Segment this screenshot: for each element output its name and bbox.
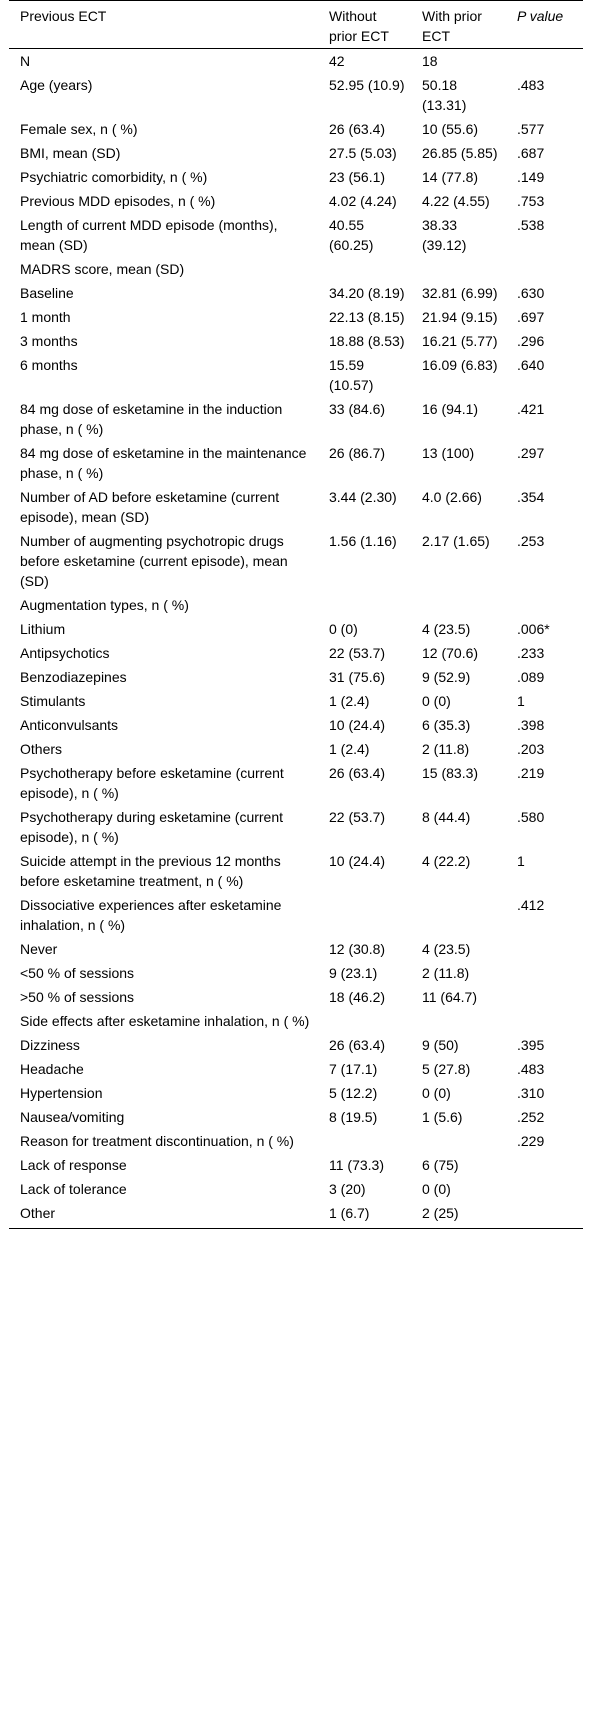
variable-cell: Lack of response xyxy=(20,1157,127,1173)
with-prior-ect-cell xyxy=(411,893,506,937)
table-row xyxy=(9,1201,583,1229)
p-value-cell: .577 xyxy=(517,121,545,137)
without-prior-ect-cell: 5 (12.2) xyxy=(329,1085,378,1101)
with-prior-ect-cell xyxy=(411,257,506,281)
p-value-cell: .687 xyxy=(517,145,545,161)
table-row xyxy=(9,761,583,805)
table-row xyxy=(9,1177,583,1201)
p-value-cell: .229 xyxy=(517,1133,545,1149)
table-row xyxy=(9,617,583,641)
with-prior-ect-cell: 6 (35.3) xyxy=(422,717,471,733)
with-prior-ect-cell: 16.21 (5.77) xyxy=(422,333,498,349)
variable-cell: 6 months xyxy=(20,357,78,373)
p-value-cell: .640 xyxy=(517,357,545,373)
p-value-cell: .630 xyxy=(517,285,545,301)
p-value-cell xyxy=(506,257,583,281)
variable-cell: Stimulants xyxy=(20,693,86,709)
with-prior-ect-cell: 21.94 (9.15) xyxy=(422,309,498,325)
with-prior-ect-cell: 0 (0) xyxy=(422,1181,451,1197)
header-variable: Previous ECT xyxy=(20,8,107,24)
with-prior-ect-cell: 2 (11.8) xyxy=(422,965,470,981)
variable-cell: Anticonvulsants xyxy=(20,717,119,733)
p-value-cell: .296 xyxy=(517,333,545,349)
with-prior-ect-cell: 0 (0) xyxy=(422,1085,451,1101)
p-value-cell: .421 xyxy=(517,401,545,417)
p-value-cell xyxy=(506,985,583,1009)
p-value-cell: .753 xyxy=(517,193,545,209)
header-row xyxy=(9,1,583,49)
without-prior-ect-cell: 22 (53.7) xyxy=(329,645,386,661)
without-prior-ect-cell: 4.02 (4.24) xyxy=(329,193,397,209)
table-row xyxy=(9,893,583,937)
without-prior-ect-cell: 23 (56.1) xyxy=(329,169,386,185)
table-row xyxy=(9,329,583,353)
without-prior-ect-cell xyxy=(318,893,411,937)
table-row xyxy=(9,737,583,761)
with-prior-ect-cell: 8 (44.4) xyxy=(422,809,471,825)
p-value-cell: .149 xyxy=(517,169,545,185)
without-prior-ect-cell: 18 (46.2) xyxy=(329,989,386,1005)
variable-cell: Age (years) xyxy=(20,77,93,93)
variable-cell: N xyxy=(20,53,31,69)
variable-cell: Side effects after esketamine inhalation, n ( %) xyxy=(20,1013,310,1029)
p-value-cell: .398 xyxy=(517,717,545,733)
with-prior-ect-cell: 32.81 (6.99) xyxy=(422,285,498,301)
p-value-cell: 1 xyxy=(517,853,525,869)
variable-cell: Headache xyxy=(20,1061,84,1077)
variable-cell: Number of augmenting psychotropic drugs before esketamine (current episode), mean (SD) xyxy=(20,533,288,589)
with-prior-ect-cell: 1 (5.6) xyxy=(422,1109,463,1125)
p-value-cell xyxy=(506,49,583,74)
p-value-cell xyxy=(506,1201,583,1229)
p-value-cell: .412 xyxy=(517,897,545,913)
without-prior-ect-cell: 10 (24.4) xyxy=(329,853,386,869)
with-prior-ect-cell: 2.17 (1.65) xyxy=(422,533,490,549)
p-value-cell: .089 xyxy=(517,669,545,685)
with-prior-ect-cell: 0 (0) xyxy=(422,693,451,709)
variable-cell: Hypertension xyxy=(20,1085,103,1101)
variable-cell: Others xyxy=(20,741,63,757)
table-row xyxy=(9,397,583,441)
variable-cell: Length of current MDD episode (months), mean (SD) xyxy=(20,217,278,253)
with-prior-ect-cell: 10 (55.6) xyxy=(422,121,479,137)
table-row xyxy=(9,1057,583,1081)
table-row xyxy=(9,1153,583,1177)
without-prior-ect-cell: 3 (20) xyxy=(329,1181,366,1197)
variable-cell: 84 mg dose of esketamine in the maintenance phase, n ( %) xyxy=(20,445,307,481)
with-prior-ect-cell: 4 (22.2) xyxy=(422,853,471,869)
variable-cell: 3 months xyxy=(20,333,78,349)
table-row xyxy=(9,49,583,74)
without-prior-ect-cell xyxy=(318,257,411,281)
without-prior-ect-cell: 33 (84.6) xyxy=(329,401,386,417)
table-row xyxy=(9,305,583,329)
with-prior-ect-cell: 4 (23.5) xyxy=(422,621,471,637)
variable-cell: <50 % of sessions xyxy=(20,965,135,981)
table-row xyxy=(9,257,583,281)
variable-cell: BMI, mean (SD) xyxy=(20,145,121,161)
without-prior-ect-cell: 34.20 (8.19) xyxy=(329,285,405,301)
table-row xyxy=(9,141,583,165)
with-prior-ect-cell: 13 (100) xyxy=(422,445,475,461)
table-header xyxy=(9,1,583,49)
table-row xyxy=(9,641,583,665)
p-value-cell xyxy=(506,593,583,617)
without-prior-ect-cell: 1 (2.4) xyxy=(329,693,370,709)
without-prior-ect-cell: 11 (73.3) xyxy=(329,1157,384,1173)
table-row xyxy=(9,189,583,213)
with-prior-ect-cell xyxy=(411,1129,506,1153)
without-prior-ect-cell xyxy=(318,1129,411,1153)
variable-cell: 84 mg dose of esketamine in the induction phase, n ( %) xyxy=(20,401,283,437)
without-prior-ect-cell: 18.88 (8.53) xyxy=(329,333,405,349)
variable-cell: Baseline xyxy=(20,285,74,301)
with-prior-ect-cell: 38.33 (39.12) xyxy=(422,217,467,253)
header-without-prior-ect: Without prior ECT xyxy=(329,8,389,44)
table-row xyxy=(9,689,583,713)
without-prior-ect-cell: 22 (53.7) xyxy=(329,809,386,825)
with-prior-ect-cell: 2 (25) xyxy=(422,1205,459,1221)
table-row xyxy=(9,281,583,305)
with-prior-ect-cell: 26.85 (5.85) xyxy=(422,145,498,161)
p-value-cell xyxy=(506,961,583,985)
without-prior-ect-cell: 0 (0) xyxy=(329,621,358,637)
p-value-cell xyxy=(506,1153,583,1177)
table-row xyxy=(9,485,583,529)
with-prior-ect-cell: 16 (94.1) xyxy=(422,401,479,417)
p-value-cell: .354 xyxy=(517,489,545,505)
variable-cell: Reason for treatment discontinuation, n ( %) xyxy=(20,1133,294,1149)
with-prior-ect-cell: 15 (83.3) xyxy=(422,765,479,781)
variable-cell: Dissociative experiences after esketamine inhalation, n ( %) xyxy=(20,897,282,933)
p-value-cell: .310 xyxy=(517,1085,545,1101)
variable-cell: Other xyxy=(20,1205,56,1221)
without-prior-ect-cell: 26 (63.4) xyxy=(329,765,386,781)
without-prior-ect-cell: 26 (63.4) xyxy=(329,1037,386,1053)
with-prior-ect-cell: 16.09 (6.83) xyxy=(422,357,498,373)
without-prior-ect-cell: 7 (17.1) xyxy=(329,1061,378,1077)
without-prior-ect-cell: 26 (63.4) xyxy=(329,121,386,137)
with-prior-ect-cell: 9 (50) xyxy=(422,1037,459,1053)
variable-cell: Lithium xyxy=(20,621,66,637)
p-value-cell: .006* xyxy=(517,621,550,637)
without-prior-ect-cell: 3.44 (2.30) xyxy=(329,489,397,505)
table-row xyxy=(9,1033,583,1057)
without-prior-ect-cell xyxy=(318,593,411,617)
header-with-prior-ect: With prior ECT xyxy=(422,8,482,44)
p-value-cell: .297 xyxy=(517,445,545,461)
without-prior-ect-cell: 12 (30.8) xyxy=(329,941,386,957)
table-row xyxy=(9,117,583,141)
p-value-cell: .483 xyxy=(517,77,545,93)
with-prior-ect-cell: 5 (27.8) xyxy=(422,1061,471,1077)
without-prior-ect-cell: 15.59 (10.57) xyxy=(329,357,374,393)
with-prior-ect-cell: 4.22 (4.55) xyxy=(422,193,490,209)
with-prior-ect-cell: 14 (77.8) xyxy=(422,169,479,185)
variable-cell: Number of AD before esketamine (current episode), mean (SD) xyxy=(20,489,280,525)
variable-cell: Benzodiazepines xyxy=(20,669,127,685)
table-row xyxy=(9,353,583,397)
without-prior-ect-cell: 40.55 (60.25) xyxy=(329,217,374,253)
without-prior-ect-cell: 26 (86.7) xyxy=(329,445,386,461)
p-value-cell: .580 xyxy=(517,809,545,825)
p-value-cell: .252 xyxy=(517,1109,545,1125)
variable-cell: Previous MDD episodes, n ( %) xyxy=(20,193,216,209)
p-value-cell: .395 xyxy=(517,1037,545,1053)
variable-cell: Lack of tolerance xyxy=(20,1181,127,1197)
with-prior-ect-cell: 9 (52.9) xyxy=(422,669,471,685)
with-prior-ect-cell: 12 (70.6) xyxy=(422,645,479,661)
table-row xyxy=(9,805,583,849)
table-row xyxy=(9,1081,583,1105)
table-row xyxy=(9,985,583,1009)
p-value-cell xyxy=(506,937,583,961)
table-row xyxy=(9,713,583,737)
with-prior-ect-cell: 18 xyxy=(422,53,438,69)
variable-cell: Nausea/vomiting xyxy=(20,1109,125,1125)
with-prior-ect-cell: 50.18 (13.31) xyxy=(422,77,467,113)
without-prior-ect-cell: 9 (23.1) xyxy=(329,965,378,981)
without-prior-ect-cell xyxy=(318,1009,411,1033)
p-value-cell: .253 xyxy=(517,533,545,549)
p-value-cell xyxy=(506,1177,583,1201)
with-prior-ect-cell: 11 (64.7) xyxy=(422,989,477,1005)
table-row xyxy=(9,441,583,485)
variable-cell: 1 month xyxy=(20,309,71,325)
table-row xyxy=(9,593,583,617)
with-prior-ect-cell: 4.0 (2.66) xyxy=(422,489,482,505)
with-prior-ect-cell: 2 (11.8) xyxy=(422,741,470,757)
variable-cell: Psychotherapy before esketamine (current episode), n ( %) xyxy=(20,765,284,801)
p-value-cell: .538 xyxy=(517,217,545,233)
p-value-cell: .203 xyxy=(517,741,545,757)
without-prior-ect-cell: 22.13 (8.15) xyxy=(329,309,405,325)
p-value-cell: 1 xyxy=(517,693,525,709)
table-row xyxy=(9,849,583,893)
variable-cell: Psychotherapy during esketamine (current episode), n ( %) xyxy=(20,809,284,845)
p-value-cell: .483 xyxy=(517,1061,545,1077)
variable-cell: Psychiatric comorbidity, n ( %) xyxy=(20,169,208,185)
variable-cell: Antipsychotics xyxy=(20,645,110,661)
without-prior-ect-cell: 8 (19.5) xyxy=(329,1109,378,1125)
variable-cell: Never xyxy=(20,941,58,957)
with-prior-ect-cell xyxy=(411,1009,506,1033)
without-prior-ect-cell: 52.95 (10.9) xyxy=(329,77,405,93)
without-prior-ect-cell: 31 (75.6) xyxy=(329,669,386,685)
variable-cell: Suicide attempt in the previous 12 months before esketamine treatment, n ( %) xyxy=(20,853,281,889)
table-row xyxy=(9,73,583,117)
with-prior-ect-cell: 6 (75) xyxy=(422,1157,459,1173)
comparison-table xyxy=(9,0,583,1229)
table-row xyxy=(9,937,583,961)
table-row xyxy=(9,1129,583,1153)
table-row xyxy=(9,1105,583,1129)
header-p-value: P value xyxy=(517,8,564,24)
p-value-cell: .219 xyxy=(517,765,545,781)
table-row xyxy=(9,665,583,689)
variable-cell: Dizziness xyxy=(20,1037,80,1053)
with-prior-ect-cell xyxy=(411,593,506,617)
p-value-cell: .233 xyxy=(517,645,545,661)
p-value-cell xyxy=(506,1009,583,1033)
without-prior-ect-cell: 1 (6.7) xyxy=(329,1205,370,1221)
table-row xyxy=(9,961,583,985)
variable-cell: Augmentation types, n ( %) xyxy=(20,597,189,613)
variable-cell: Female sex, n ( %) xyxy=(20,121,138,137)
variable-cell: >50 % of sessions xyxy=(20,989,135,1005)
table-row xyxy=(9,165,583,189)
without-prior-ect-cell: 10 (24.4) xyxy=(329,717,386,733)
without-prior-ect-cell: 42 xyxy=(329,53,345,69)
with-prior-ect-cell: 4 (23.5) xyxy=(422,941,471,957)
table-row xyxy=(9,1009,583,1033)
variable-cell: MADRS score, mean (SD) xyxy=(20,261,185,277)
table-row xyxy=(9,529,583,593)
table-row xyxy=(9,213,583,257)
without-prior-ect-cell: 1 (2.4) xyxy=(329,741,370,757)
p-value-cell: .697 xyxy=(517,309,545,325)
table-body xyxy=(9,49,583,1229)
without-prior-ect-cell: 1.56 (1.16) xyxy=(329,533,397,549)
without-prior-ect-cell: 27.5 (5.03) xyxy=(329,145,397,161)
